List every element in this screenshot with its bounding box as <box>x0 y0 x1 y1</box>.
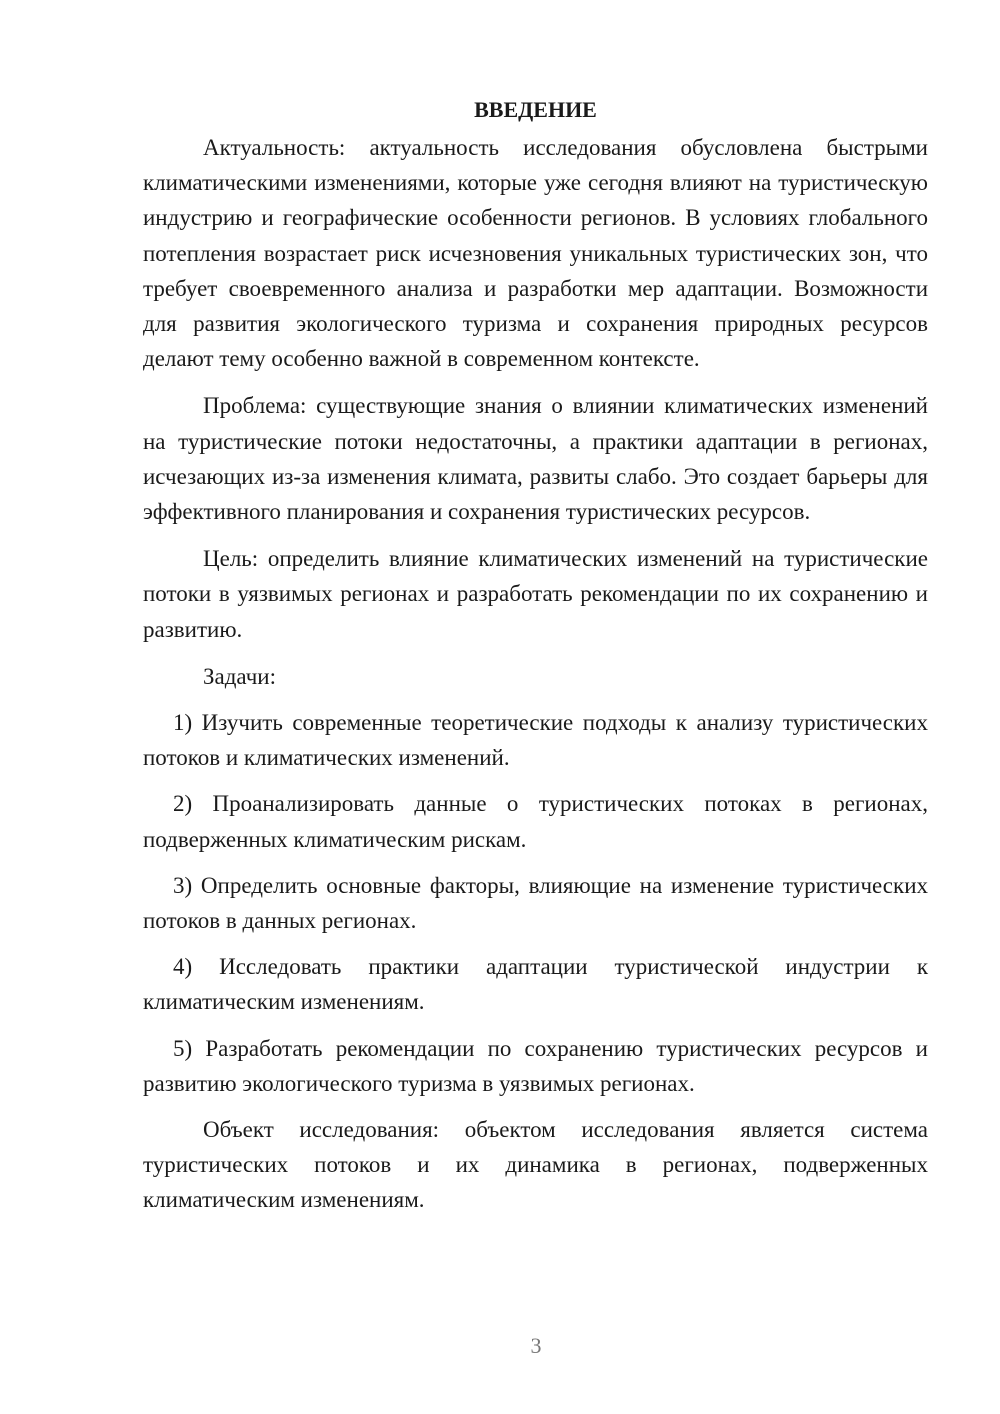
tasks-heading: Задачи: <box>203 663 276 689</box>
object-paragraph: Объект исследования: объектом исследования является система туристических потоков и их динамика в регионах, подверженных климатическим изменениям. <box>143 1117 928 1213</box>
section-title: ВВЕДЕНИЕ <box>474 97 597 122</box>
relevance-paragraph: Актуальность: актуальность исследования обусловлена быстрыми климатическими изменениями, которые уже сегодня влияют на туристическую индустрию и географические особенности регионов. В условиях глобального потепления возрастает риск исчезновения уникальных туристических зон, что требует своевременного анализа и разработки мер адаптации. Возможности для развития экологического туризма и сохранения природных ресурсов делают тему особенно важной в современном контексте. <box>143 135 928 372</box>
task-item: 1) Изучить современные теоретические подходы к анализу туристических потоков и климатических изменений. <box>143 710 928 771</box>
problem-paragraph: Проблема: существующие знания о влиянии климатических изменений на туристические потоки недостаточны, а практики адаптации в регионах, исчезающих из-за изменения климата, развиты слабо. Это создает барьеры для эффективного планирования и сохранения туристических ресурсов. <box>143 393 928 525</box>
task-item: 5) Разработать рекомендации по сохранению туристических ресурсов и развитию экологического туризма в уязвимых регионах. <box>143 1035 928 1096</box>
task-item: 3) Определить основные факторы, влияющие на изменение туристических потоков в данных регионах. <box>143 872 928 934</box>
task-item: 4) Исследовать практики адаптации туристической индустрии к климатическим изменениям. <box>143 954 928 1015</box>
goal-paragraph: Цель: определить влияние климатических изменений на туристические потоки в уязвимых регионах и разработать рекомендации по их сохранению и развитию. <box>143 546 928 642</box>
tasks-list <box>143 705 928 1101</box>
page-body <box>143 94 928 1230</box>
task-item: 2) Проанализировать данные о туристических потоках в регионах, подверженных климатическим рискам. <box>143 791 928 852</box>
page-number: 3 <box>530 1333 542 1358</box>
